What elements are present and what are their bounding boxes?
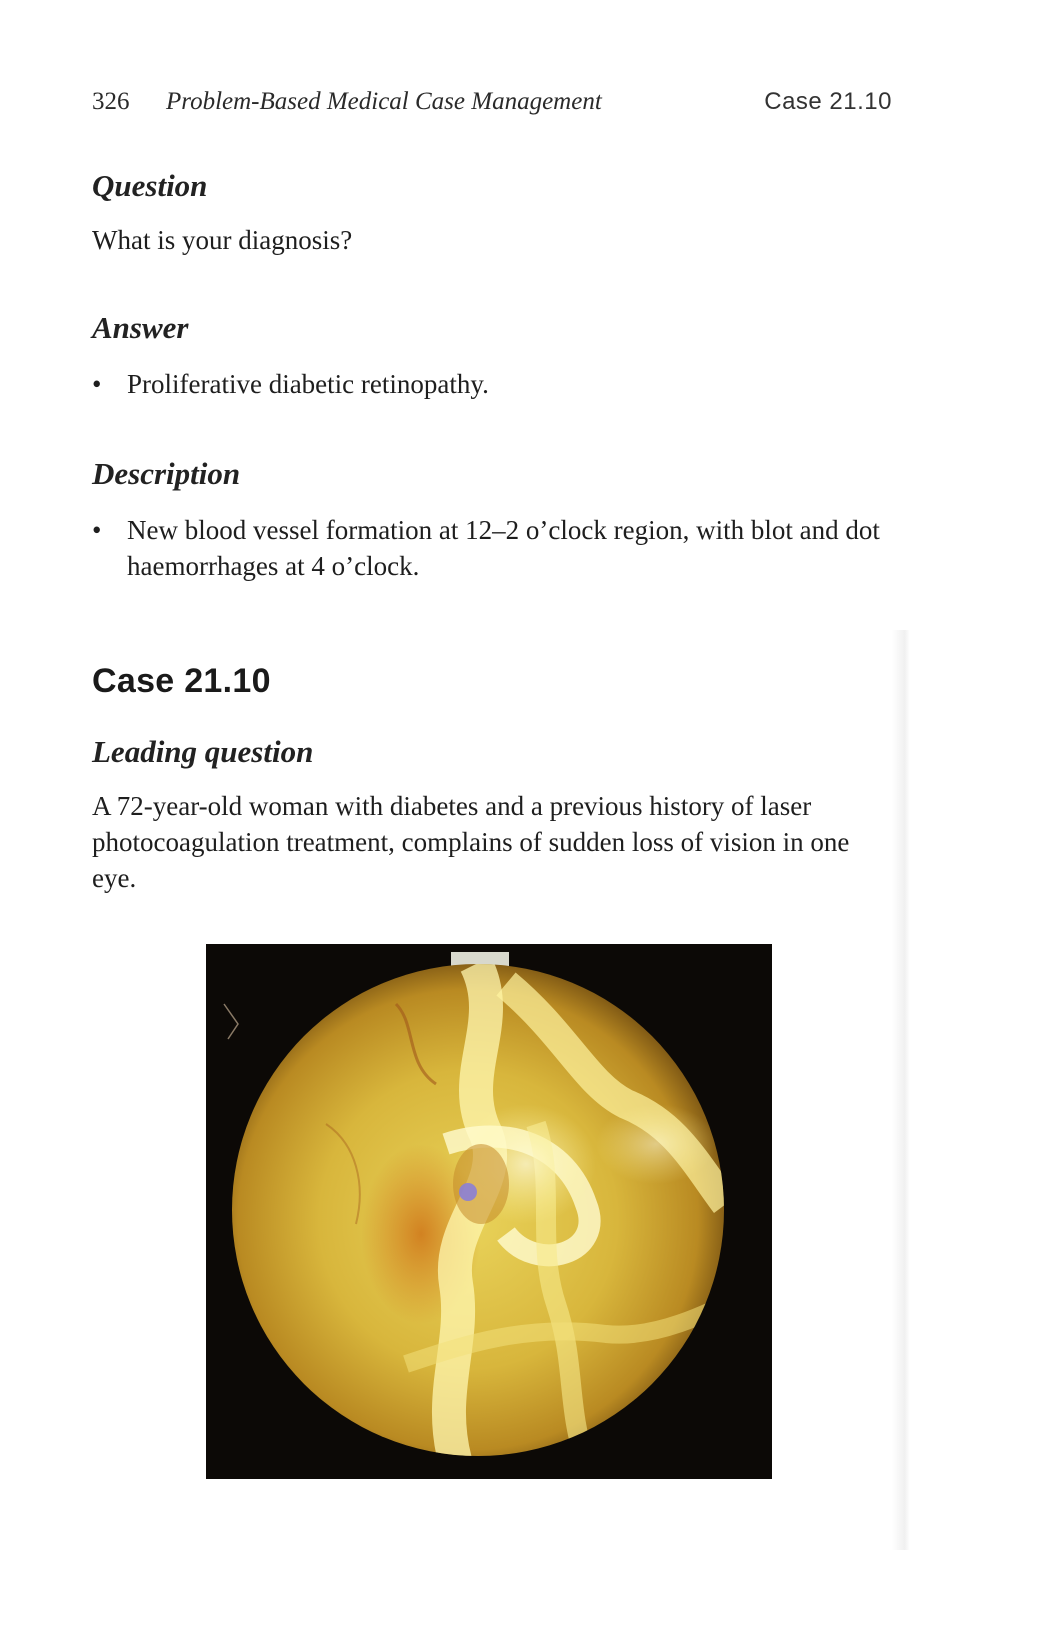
answer-item-text: Proliferative diabetic retinopathy. [127,369,489,399]
answer-heading: Answer [92,310,189,345]
running-head [92,88,892,128]
description-item-text: New blood vessel formation at 12–2 o’clock region, with blot and dot haemorrhages at 4 o’clock. [127,515,880,581]
leading-question-text: A 72-year-old woman with diabetes and a previous history of laser photocoagulation treatment, complains of sudden loss of vision in one eye. [92,791,850,893]
leading-question-heading: Leading question [92,734,314,769]
fundus-photograph [206,944,772,1479]
bullet-icon: • [92,515,102,545]
question-heading: Question [92,168,208,203]
book-title: Problem-Based Medical Case Management [166,88,602,115]
description-list-item [92,512,892,584]
description-heading: Description [92,456,241,491]
running-case-reference: Case 21.10 [764,88,892,115]
fundus-illustration [206,944,772,1479]
answer-list-item [92,366,892,402]
case-title: Case 21.10 [92,662,271,700]
bullet-icon: • [92,369,102,399]
scan-binding-shadow [892,630,910,1550]
question-text: What is your diagnosis? [92,225,353,255]
page-number: 326 [92,88,130,115]
